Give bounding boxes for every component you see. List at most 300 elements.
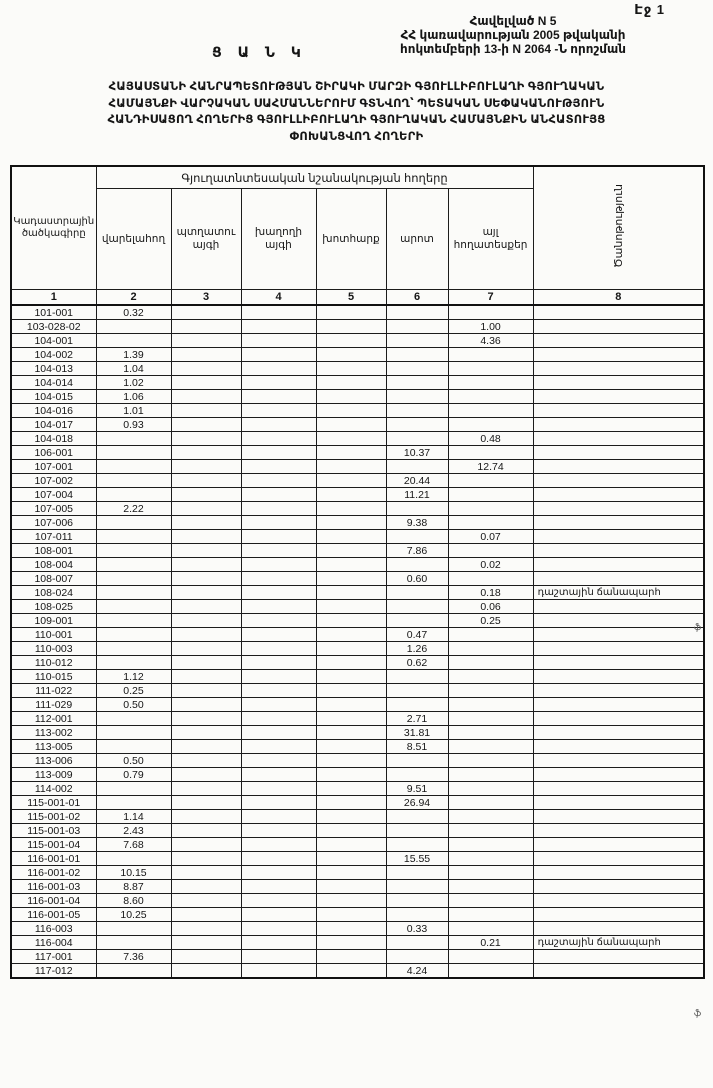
arable-cell [96,656,171,670]
table-row [11,628,704,642]
pasture-cell [386,614,448,628]
vineyard-cell [241,544,316,558]
hayfield-cell [316,838,386,852]
pasture-cell [386,880,448,894]
pasture-cell: 0.60 [386,572,448,586]
pasture-cell [386,950,448,964]
hayfield-cell [316,740,386,754]
orchard-cell [171,670,241,684]
vineyard-cell [241,362,316,376]
code-cell: 104-013 [11,362,96,376]
other-lands-cell: 0.18 [448,586,533,600]
arable-cell [96,600,171,614]
table-row [11,880,704,894]
note-cell [533,922,704,936]
pasture-cell [386,936,448,950]
table-row [11,740,704,754]
other-lands-cell [448,852,533,866]
orchard-cell [171,488,241,502]
arable-cell: 10.25 [96,908,171,922]
arable-cell: 8.87 [96,880,171,894]
note-cell [533,754,704,768]
note-cell [533,866,704,880]
vineyard-cell [241,488,316,502]
other-lands-cell [448,376,533,390]
other-lands-cell [448,628,533,642]
code-cell: 104-018 [11,432,96,446]
arable-cell [96,628,171,642]
orchard-cell [171,796,241,810]
note-cell [533,740,704,754]
note-header-rotated-label: Ծանոթություն [612,183,625,268]
hayfield-cell [316,488,386,502]
pasture-cell [386,824,448,838]
hayfield-cell [316,656,386,670]
pasture-cell [386,894,448,908]
arable-cell [96,544,171,558]
hayfield-cell [316,600,386,614]
pasture-cell [386,460,448,474]
code-cell: 115-001-01 [11,796,96,810]
table-row [11,516,704,530]
hayfield-cell [316,348,386,362]
orchard-cell [171,908,241,922]
arable-cell [96,740,171,754]
pasture-cell [386,810,448,824]
other-lands-cell [448,305,533,320]
code-cell: 117-001 [11,950,96,964]
vineyard-cell [241,320,316,334]
vineyard-cell [241,866,316,880]
table-row [11,418,704,432]
code-cell: 108-004 [11,558,96,572]
code-cell: 113-002 [11,726,96,740]
table-row [11,530,704,544]
other-lands-cell [448,642,533,656]
arable-cell: 1.39 [96,348,171,362]
arable-cell [96,586,171,600]
arable-cell [96,614,171,628]
hayfield-cell [316,305,386,320]
pasture-cell: 9.51 [386,782,448,796]
vineyard-cell [241,502,316,516]
table-row [11,460,704,474]
other-lands-cell: 12.74 [448,460,533,474]
note-cell [533,964,704,979]
note-cell [533,698,704,712]
arable-cell: 7.36 [96,950,171,964]
hayfield-cell [316,362,386,376]
vineyard-cell [241,614,316,628]
table-row [11,362,704,376]
pasture-cell [386,530,448,544]
code-cell: 104-017 [11,418,96,432]
pasture-cell [386,362,448,376]
code-cell: 116-001-04 [11,894,96,908]
other-lands-cell [448,516,533,530]
other-lands-cell [448,768,533,782]
code-cell: 104-002 [11,348,96,362]
table-row [11,712,704,726]
table-row [11,670,704,684]
hayfield-cell [316,642,386,656]
table-row [11,964,704,979]
pasture-cell [386,305,448,320]
pasture-cell: 9.38 [386,516,448,530]
note-cell [533,418,704,432]
other-lands-cell [448,922,533,936]
arable-cell: 1.06 [96,390,171,404]
hayfield-cell [316,670,386,684]
table-row [11,726,704,740]
note-cell [533,502,704,516]
table-row [11,642,704,656]
other-lands-cell [448,754,533,768]
pasture-cell: 10.37 [386,446,448,460]
note-cell [533,474,704,488]
pasture-cell [386,600,448,614]
hayfield-cell [316,530,386,544]
table-row [11,390,704,404]
pasture-cell: 0.62 [386,656,448,670]
column-group-header-agricultural-lands: Գյուղատնտեսական նշանակության հողերը [96,166,533,189]
arable-cell: 1.04 [96,362,171,376]
other-lands-cell: 0.25 [448,614,533,628]
vineyard-cell [241,418,316,432]
orchard-cell [171,950,241,964]
hayfield-cell [316,446,386,460]
orchard-cell [171,656,241,670]
orchard-cell [171,305,241,320]
table-header [11,166,704,305]
orchard-cell [171,572,241,586]
note-cell [533,488,704,502]
table-row [11,446,704,460]
pasture-cell: 2.71 [386,712,448,726]
code-cell: 106-001 [11,446,96,460]
hayfield-cell [316,866,386,880]
orchard-cell [171,894,241,908]
vineyard-cell [241,600,316,614]
pasture-cell [386,670,448,684]
other-lands-cell [448,656,533,670]
other-lands-cell [448,880,533,894]
code-cell: 110-001 [11,628,96,642]
vineyard-cell [241,460,316,474]
other-lands-cell [448,964,533,979]
other-lands-cell [448,362,533,376]
orchard-cell [171,880,241,894]
code-cell: 107-005 [11,502,96,516]
orchard-cell [171,642,241,656]
orchard-cell [171,922,241,936]
orchard-cell [171,376,241,390]
vineyard-cell [241,796,316,810]
pasture-cell [386,320,448,334]
vineyard-cell [241,782,316,796]
orchard-cell [171,362,241,376]
note-cell [533,796,704,810]
note-cell [533,810,704,824]
other-lands-cell: 0.06 [448,600,533,614]
note-cell [533,642,704,656]
note-cell [533,880,704,894]
code-cell: 116-001-01 [11,852,96,866]
table-row [11,600,704,614]
hayfield-cell [316,544,386,558]
other-lands-cell [448,740,533,754]
code-cell: 107-001 [11,460,96,474]
arable-cell [96,558,171,572]
arable-cell: 0.50 [96,754,171,768]
other-lands-cell [448,838,533,852]
other-lands-cell [448,908,533,922]
orchard-cell [171,964,241,979]
hayfield-cell [316,796,386,810]
table-row [11,586,704,600]
code-cell: 107-004 [11,488,96,502]
hayfield-cell [316,558,386,572]
appendix-line: հոկտեմբերի 13-ի N 2064 -Ն որոշման [400,42,626,56]
pasture-cell [386,334,448,348]
orchard-cell [171,502,241,516]
hayfield-cell [316,614,386,628]
note-cell [533,390,704,404]
pasture-cell [386,432,448,446]
code-cell: 108-025 [11,600,96,614]
code-cell: 108-024 [11,586,96,600]
vineyard-cell [241,572,316,586]
title-line: ՀԱՆԴԻՍԱՑՈՂ ՀՈՂԵՐԻՑ ԳՅՈՒԼԼԻԲՈՒԼԱՂԻ ԳՅՈՒՂԱԿԱՆ ՀԱՄԱՅՆՔԻՆ ԱՆՀԱՏՈՒՅՑ [107,114,606,126]
table-row [11,558,704,572]
pasture-cell [386,754,448,768]
other-lands-cell [448,698,533,712]
hayfield-cell [316,936,386,950]
arable-cell: 1.12 [96,670,171,684]
code-cell: 110-012 [11,656,96,670]
note-cell [533,516,704,530]
other-lands-cell: 4.36 [448,334,533,348]
arable-cell: 1.14 [96,810,171,824]
other-lands-cell [448,488,533,502]
orchard-cell [171,474,241,488]
column-header-note [533,166,704,290]
arable-cell: 7.68 [96,838,171,852]
table-row [11,866,704,880]
vineyard-cell [241,922,316,936]
vineyard-cell [241,516,316,530]
other-lands-cell: 1.00 [448,320,533,334]
code-cell: 115-001-04 [11,838,96,852]
table-row [11,656,704,670]
arable-cell [96,446,171,460]
code-cell: 113-005 [11,740,96,754]
hayfield-cell [316,432,386,446]
table-row [11,334,704,348]
arable-cell [96,964,171,979]
document-title [28,79,685,145]
column-number: 7 [448,290,533,306]
orchard-cell [171,712,241,726]
other-lands-cell [448,684,533,698]
pasture-cell: 15.55 [386,852,448,866]
other-lands-cell [448,796,533,810]
note-cell [533,544,704,558]
hayfield-cell [316,628,386,642]
vineyard-cell [241,348,316,362]
other-lands-cell [448,712,533,726]
pasture-cell: 0.33 [386,922,448,936]
note-cell [533,334,704,348]
arable-cell: 0.32 [96,305,171,320]
orchard-cell [171,432,241,446]
vineyard-cell [241,852,316,866]
table-row [11,614,704,628]
note-cell [533,614,704,628]
code-cell: 107-002 [11,474,96,488]
hayfield-cell [316,964,386,979]
hayfield-cell [316,810,386,824]
pasture-cell: 1.26 [386,642,448,656]
vineyard-cell [241,432,316,446]
other-lands-cell: 0.21 [448,936,533,950]
appendix-line: ՀՀ կառավարության 2005 թվականի [400,28,626,42]
arable-cell [96,516,171,530]
vineyard-cell [241,838,316,852]
note-cell [533,684,704,698]
vineyard-cell [241,684,316,698]
other-lands-cell [448,474,533,488]
vineyard-cell [241,404,316,418]
vineyard-cell [241,390,316,404]
arable-cell [96,320,171,334]
vineyard-cell [241,726,316,740]
note-cell: դաշտային ճանապարհ [533,586,704,600]
note-cell [533,726,704,740]
orchard-cell [171,558,241,572]
table-row [11,474,704,488]
code-cell: 112-001 [11,712,96,726]
vineyard-cell [241,656,316,670]
vineyard-cell [241,754,316,768]
arable-cell [96,852,171,866]
arable-cell: 2.22 [96,502,171,516]
column-header-vineyard: խաղողի այգի [241,189,316,290]
orchard-cell [171,600,241,614]
hayfield-cell [316,908,386,922]
arable-cell [96,488,171,502]
pasture-cell [386,404,448,418]
column-numbers-row [11,290,704,306]
table-row [11,796,704,810]
table-row [11,894,704,908]
table-body [11,305,704,978]
orchard-cell [171,446,241,460]
appendix-reference [333,14,693,56]
code-cell: 110-015 [11,670,96,684]
arable-cell [96,796,171,810]
orchard-cell [171,936,241,950]
arable-cell [96,432,171,446]
pasture-cell: 20.44 [386,474,448,488]
arable-cell [96,712,171,726]
pasture-cell [386,418,448,432]
table-row [11,908,704,922]
pasture-cell [386,348,448,362]
vineyard-cell [241,936,316,950]
orchard-cell [171,824,241,838]
note-cell [533,446,704,460]
orchard-cell [171,628,241,642]
note-cell [533,348,704,362]
table-row [11,305,704,320]
column-header-pasture: արոտ [386,189,448,290]
other-lands-cell [448,866,533,880]
vineyard-cell [241,824,316,838]
hayfield-cell [316,894,386,908]
title-line: ՀԱՅԱՍՏԱՆԻ ՀԱՆՐԱՊԵՏՈՒԹՅԱՆ ՇԻՐԱԿԻ ՄԱՐԶԻ ԳՅՈՒԼԼԻԲՈՒԼԱՂԻ ԳՅՈՒՂԱԿԱՆ [108,81,605,93]
orchard-cell [171,768,241,782]
orchard-cell [171,460,241,474]
vineyard-cell [241,908,316,922]
orchard-cell [171,782,241,796]
code-cell: 108-001 [11,544,96,558]
other-lands-cell: 0.07 [448,530,533,544]
vineyard-cell [241,586,316,600]
code-cell: 111-029 [11,698,96,712]
vineyard-cell [241,894,316,908]
vineyard-cell [241,628,316,642]
hayfield-cell [316,880,386,894]
arable-cell [96,530,171,544]
hayfield-cell [316,460,386,474]
note-cell [533,305,704,320]
hayfield-cell [316,516,386,530]
pasture-cell [386,376,448,390]
table-row [11,824,704,838]
code-cell: 115-001-02 [11,810,96,824]
hayfield-cell [316,712,386,726]
appendix-line: Հավելված N 5 [469,14,557,28]
table-row [11,698,704,712]
table-row [11,684,704,698]
note-cell [533,852,704,866]
orchard-cell [171,698,241,712]
orchard-cell [171,684,241,698]
table-row [11,950,704,964]
page-number: Էջ 1 [634,2,665,17]
pasture-cell [386,908,448,922]
code-cell: 107-006 [11,516,96,530]
pasture-cell: 4.24 [386,964,448,979]
other-lands-cell [448,418,533,432]
other-lands-cell [448,390,533,404]
arable-cell [96,572,171,586]
vineyard-cell [241,446,316,460]
code-cell: 104-001 [11,334,96,348]
table-row [11,838,704,852]
note-cell [533,404,704,418]
arable-cell [96,334,171,348]
note-cell [533,768,704,782]
arable-cell [96,726,171,740]
orchard-cell [171,726,241,740]
pasture-cell: 7.86 [386,544,448,558]
column-header-hayfield: խոտհարք [316,189,386,290]
column-number: 3 [171,290,241,306]
other-lands-cell [448,670,533,684]
code-cell: 113-006 [11,754,96,768]
